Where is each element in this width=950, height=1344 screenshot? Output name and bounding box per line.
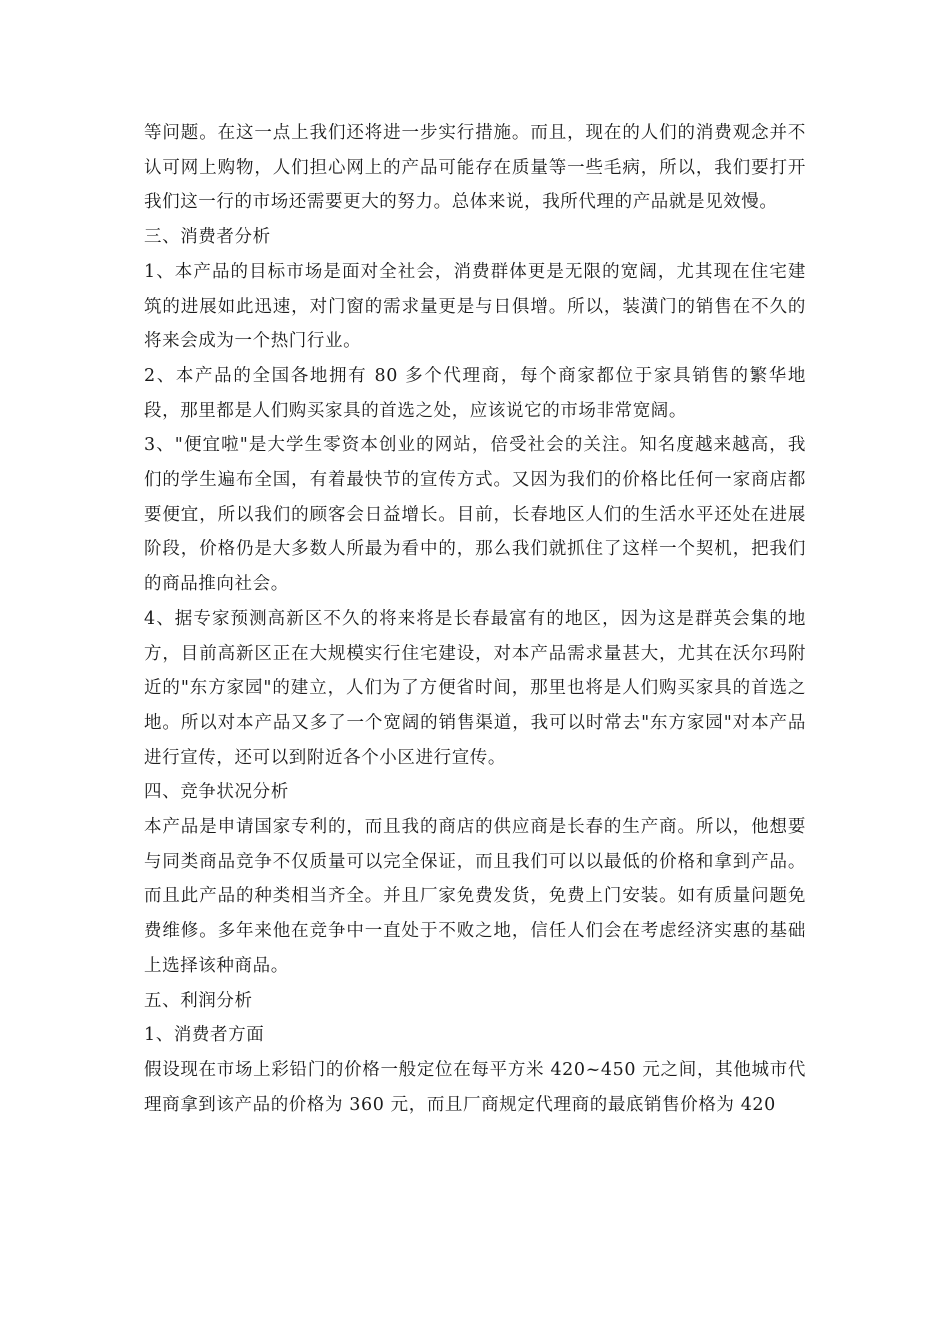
subheading-consumer-side: 1、消费者方面	[144, 1025, 265, 1046]
paragraph-consumer-point-3: 3、"便宜啦"是大学生零资本创业的网站，倍受社会的关注。知名度越来越高，我们的学生遍布全国，有着最快节的宣传方式。又因为我们的价格比任何一家商店都要便宜，所以我们的顾客会日益增长。目前，长春地区人们的生活水平还处在进展阶段，价格仍是大多数人所最为看中的，那么我们就抓住了这样一个契机，把我们的商品推向社会。	[144, 435, 806, 595]
paragraph-consumer-point-1: 1、本产品的目标市场是面对全社会，消费群体更是无限的宽阔，尤其现在住宅建筑的进展如此迅速，对门窗的需求量更是与日俱增。所以，装潢门的销售在不久的将来会成为一个热门行业。	[144, 261, 806, 352]
paragraph-intro: 等问题。在这一点上我们还将进一步实行措施。而且，现在的人们的消费观念并不认可网上购物，人们担心网上的产品可能存在质量等一些毛病，所以，我们要打开我们这一行的市场还需要更大的努力。总体来说，我所代理的产品就是见效慢。	[144, 123, 806, 213]
paragraph-consumer-point-4: 4、据专家预测高新区不久的将来将是长春最富有的地区，因为这是群英会集的地方，目前高新区正在大规模实行住宅建设，对本产品需求量甚大，尤其在沃尔玛附近的"东方家园"的建立，人们为了方便省时间，那里也将是人们购买家具的首选之地。所以对本产品又多了一个宽阔的销售渠道，我可以时常去"东方家园"对本产品进行宣传，还可以到附近各个小区进行宣传。	[144, 608, 806, 768]
section-heading-profit-analysis: 五、利润分析	[144, 990, 253, 1011]
section-heading-competition-analysis: 四、竞争状况分析	[144, 782, 289, 803]
paragraph-consumer-point-2: 2、本产品的全国各地拥有 80 多个代理商，每个商家都位于家具销售的繁华地段，那里都是人们购买家具的首选之处，应该说它的市场非常宽阔。	[144, 365, 806, 421]
section-heading-consumer-analysis: 三、消费者分析	[144, 227, 271, 248]
paragraph-consumer-side: 假设现在市场上彩铅门的价格一般定位在每平方米 420~450 元之间，其他城市代理商拿到该产品的价格为 360 元，而且厂商规定代理商的最底销售价格为 420	[144, 1059, 806, 1115]
document-page	[144, 116, 806, 1122]
paragraph-competition: 本产品是申请国家专利的，而且我的商店的供应商是长春的生产商。所以，他想要与同类商品竞争不仅质量可以完全保证，而且我们可以以最低的价格和拿到产品。而且此产品的种类相当齐全。并且厂家免费发货，免费上门安装。如有质量问题免费维修。多年来他在竞争中一直处于不败之地，信任人们会在考虑经济实惠的基础上选择该种商品。	[144, 817, 806, 976]
